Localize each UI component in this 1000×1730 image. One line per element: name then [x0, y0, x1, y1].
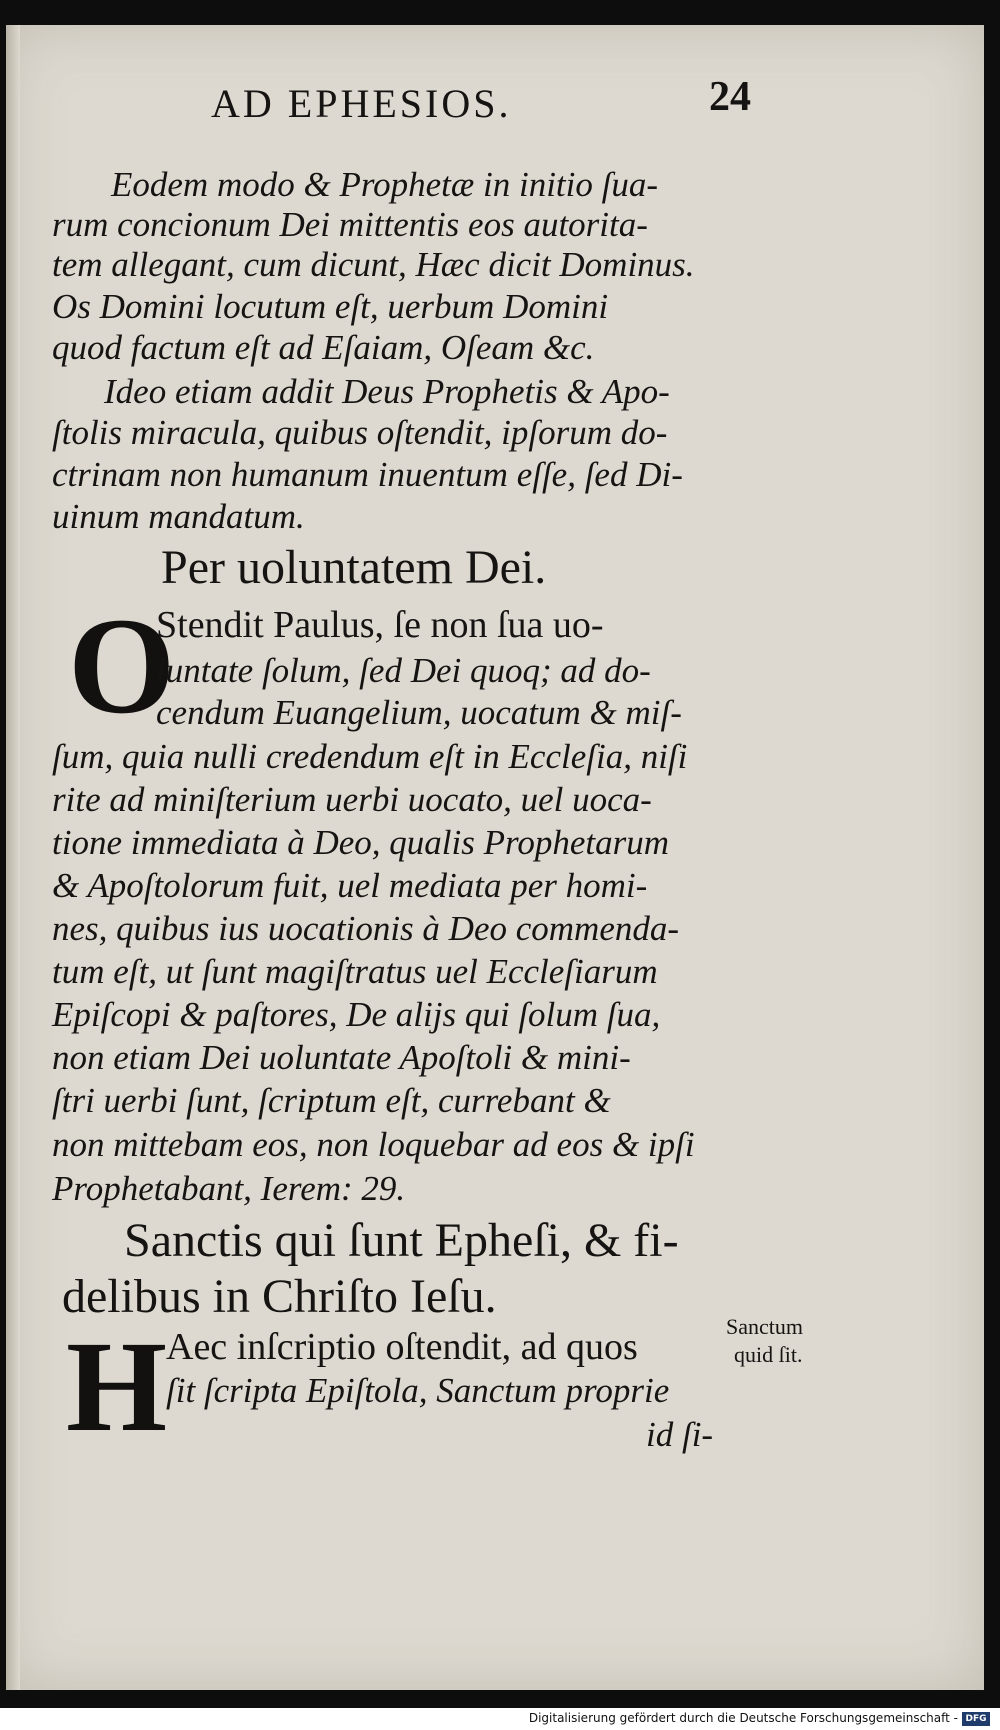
text-line: Ideo etiam addit Deus Prophetis & Apo-: [104, 372, 670, 411]
text-line: & Apoſtolorum fuit, uel mediata per homi-: [52, 866, 648, 905]
text-line: nes, quibus ius uocationis à Deo commenda-: [52, 909, 680, 948]
book-page: [6, 25, 984, 1690]
text-line: non mittebam eos, non loquebar ad eos & ipſi: [52, 1125, 695, 1164]
text-line: ſit ſcripta Epiſtola, Sanctum proprie: [166, 1371, 670, 1410]
text-line: non etiam Dei uoluntate Apoſtoli & mini-: [52, 1038, 631, 1077]
text-line: rite ad miniſterium uerbi uocato, uel uoca-: [52, 780, 652, 819]
text-line: ctrinam non humanum inuentum eſſe, ſed Di-: [52, 455, 683, 494]
text-line: tione immediata à Deo, qualis Prophetarum: [52, 823, 669, 862]
text-line: id ſi-: [646, 1415, 714, 1454]
text-line: luntate ſolum, ſed Dei quoq; ad do-: [156, 651, 651, 690]
text-line: rum concionum Dei mittentis eos autorita-: [52, 205, 648, 244]
page-text: [6, 25, 984, 1690]
footer-credit: Digitalisierung gefördert durch die Deutsche Forschungsgemeinschaft -: [528, 1711, 958, 1725]
text-line: Stendit Paulus, ſe non ſua uo-: [156, 604, 604, 646]
text-line: quod factum eſt ad Eſaiam, Oſeam &c.: [52, 328, 595, 367]
marginal-note: [726, 1313, 803, 1369]
text-line: uinum mandatum.: [52, 497, 305, 536]
marginal-note-line: Sanctum: [726, 1314, 803, 1339]
drop-cap-o: O: [68, 589, 176, 742]
text-line: cendum Euangelium, uocatum & miſ-: [156, 693, 682, 732]
page-number: 24: [709, 74, 751, 120]
marginal-note-line: quid ſit.: [734, 1342, 803, 1367]
text-line: tem allegant, cum dicunt, Hæc dicit Dominus.: [52, 245, 695, 284]
running-head: AD EPHESIOS.: [211, 81, 512, 126]
drop-cap-h: H: [66, 1315, 168, 1459]
section-heading: delibus in Chriſto Ieſu.: [62, 1270, 497, 1323]
text-line: Eodem modo & Prophetæ in initio ſua-: [111, 165, 658, 204]
section-heading: Per uoluntatem Dei.: [161, 541, 547, 594]
text-line: Os Domini locutum eſt, uerbum Domini: [52, 287, 609, 326]
text-line: Aec inſcriptio oſtendit, ad quos: [166, 1326, 638, 1368]
text-line: Prophetabant, Ierem: 29.: [52, 1169, 406, 1208]
text-line: ſtri uerbi ſunt, ſcriptum eſt, currebant &: [52, 1081, 611, 1120]
section-heading: Sanctis qui ſunt Epheſi, & fi-: [124, 1214, 679, 1267]
text-line: ſtolis miracula, quibus oſtendit, ipſorum do-: [52, 413, 668, 452]
text-line: ſum, quia nulli credendum eſt in Eccleſia, niſi: [52, 737, 688, 776]
dfg-logo: DFG: [962, 1712, 990, 1726]
text-line: tum eſt, ut ſunt magiſtratus uel Eccleſiarum: [52, 952, 658, 991]
text-line: Epiſcopi & paſtores, De alijs qui ſolum ſua,: [52, 995, 661, 1034]
